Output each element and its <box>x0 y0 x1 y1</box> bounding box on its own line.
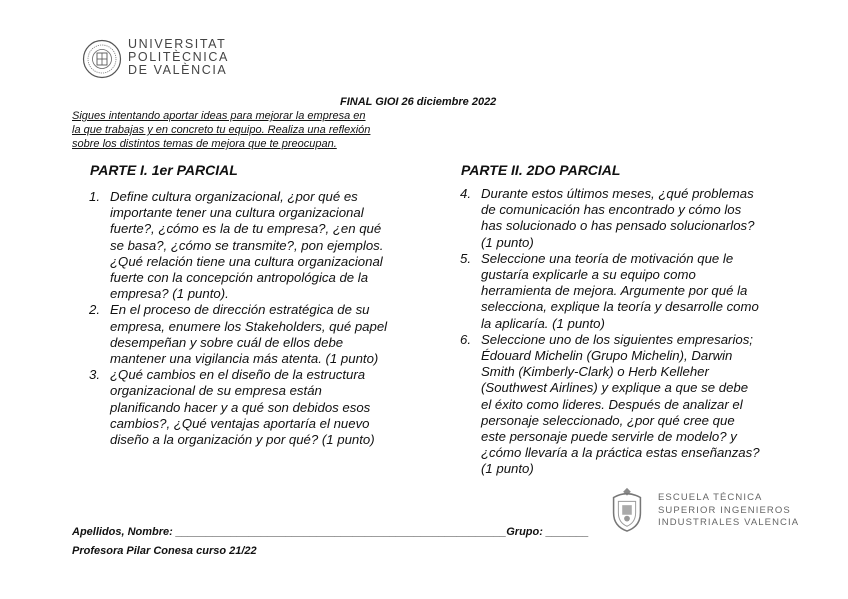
school-line: INDUSTRIALES VALENCIA <box>658 517 800 528</box>
intro-line: Sigues intentando aportar ideas para mejorar la empresa en <box>72 110 366 122</box>
intro-line: sobre los distintos temas de mejora que te preocupan. <box>72 138 337 150</box>
question-line: importante tener una cultura organizacional <box>110 205 364 221</box>
question-line: de comunicación has encontrado y cómo los <box>481 202 742 218</box>
school-line: SUPERIOR INGENIEROS <box>658 504 791 516</box>
question-line: (1 punto) <box>481 461 534 477</box>
question-line: empresa, enumere los Stakeholders, qué papel <box>110 318 388 334</box>
question-number: 6. <box>460 331 471 347</box>
intro-text <box>72 109 412 151</box>
part2-questions <box>460 186 835 478</box>
question-line: Seleccione uno de los siguientes empresarios; <box>481 331 753 347</box>
question-line: la aplicaría. (1 punto) <box>481 315 605 331</box>
question-line: ¿Qué cambios en el diseño de la estructura <box>110 367 366 383</box>
upv-logo <box>82 37 229 82</box>
question-5 <box>460 251 835 332</box>
question-line: herramienta de mejora. Argumente por qué la <box>481 283 748 299</box>
question-line: Define cultura organizacional, ¿por qué es <box>110 189 358 204</box>
university-name <box>128 38 229 77</box>
part1-title: PARTE I. 1er PARCIAL <box>90 162 238 178</box>
question-line: Seleccione una teoría de motivación que le <box>481 250 734 266</box>
question-line: (Southwest Airlines) y explique a que se debe <box>481 380 749 396</box>
question-number: 1. <box>89 189 100 204</box>
question-line: fuerte con la concepción antropológica de la <box>110 270 369 286</box>
university-line: UNIVERSITAT <box>128 37 227 51</box>
question-line: En el proceso de dirección estratégica de su <box>110 302 370 318</box>
student-name-field: Apellidos, Nombre: ______________________________________________________Grupo: _______ <box>72 526 589 538</box>
question-number: 3. <box>89 367 100 383</box>
question-line: este personaje puede servirle de modelo? y <box>481 429 737 445</box>
question-line: organizacional de su empresa están <box>110 383 322 399</box>
question-line: Durante estos últimos meses, ¿qué problemas <box>481 186 754 201</box>
intro-line: la que trabajas y en concreto tu equipo. Realiza una reflexión <box>72 124 371 136</box>
question-line: el éxito como lideres. Después de analizar el <box>481 396 743 412</box>
school-crest-icon <box>604 484 650 534</box>
exam-title: FINAL GIOI 26 diciembre 2022 <box>340 96 497 108</box>
question-2 <box>89 302 439 367</box>
question-6 <box>460 332 835 478</box>
university-line: POLITÈCNICA <box>128 50 229 64</box>
question-line: (1 punto) <box>481 234 534 250</box>
part1-questions <box>89 189 439 448</box>
question-line: ¿Qué relación tiene una cultura organizacional <box>110 253 383 269</box>
question-line: fuerte?, ¿cómo es la de tu empresa?, ¿en qué <box>110 221 382 237</box>
question-number: 4. <box>460 186 471 201</box>
question-line: desempeñan y sobre cuál de ellos debe <box>110 334 344 350</box>
university-seal-icon <box>82 39 122 79</box>
question-line: ¿cómo llevaría a la práctica estas enseñanzas? <box>481 445 760 461</box>
professor-line: Profesora Pilar Conesa curso 21/22 <box>72 545 257 557</box>
question-line: cambios?, ¿Qué ventajas aportaría el nuevo <box>110 415 370 431</box>
question-line: planificando hacer y a qué son debidos esos <box>110 399 371 415</box>
question-line: empresa? (1 punto). <box>110 286 229 302</box>
university-line: DE VALÈNCIA <box>128 63 228 77</box>
school-line: ESCUELA TÉCNICA <box>658 492 763 503</box>
question-line: has solucionado o has pensado solucionarlos? <box>481 218 755 234</box>
question-line: gustaría explicarle a su equipo como <box>481 267 696 283</box>
question-4 <box>460 186 835 251</box>
school-name <box>658 492 799 530</box>
question-line: mantener una vigilancia más atenta. (1 punto) <box>110 351 379 367</box>
question-number: 2. <box>89 302 100 318</box>
question-line: selecciona, explique la teoría y desarrolle como <box>481 299 759 315</box>
question-3 <box>89 367 439 448</box>
etsii-logo <box>604 484 800 536</box>
question-line: se basa?, ¿cómo se transmite?, pon ejemplos. <box>110 237 384 253</box>
question-line: personaje seleccionado, ¿por qué cree que <box>481 412 735 428</box>
question-1 <box>89 189 439 302</box>
part2-title: PARTE II. 2DO PARCIAL <box>461 162 621 178</box>
question-number: 5. <box>460 250 471 266</box>
question-line: Édouard Michelin (Grupo Michelin), Darwin <box>481 348 733 364</box>
question-line: diseño a la organización y por qué? (1 punto) <box>110 432 375 448</box>
question-line: Smith (Kimberly-Clark) o Herb Kelleher <box>481 364 709 380</box>
